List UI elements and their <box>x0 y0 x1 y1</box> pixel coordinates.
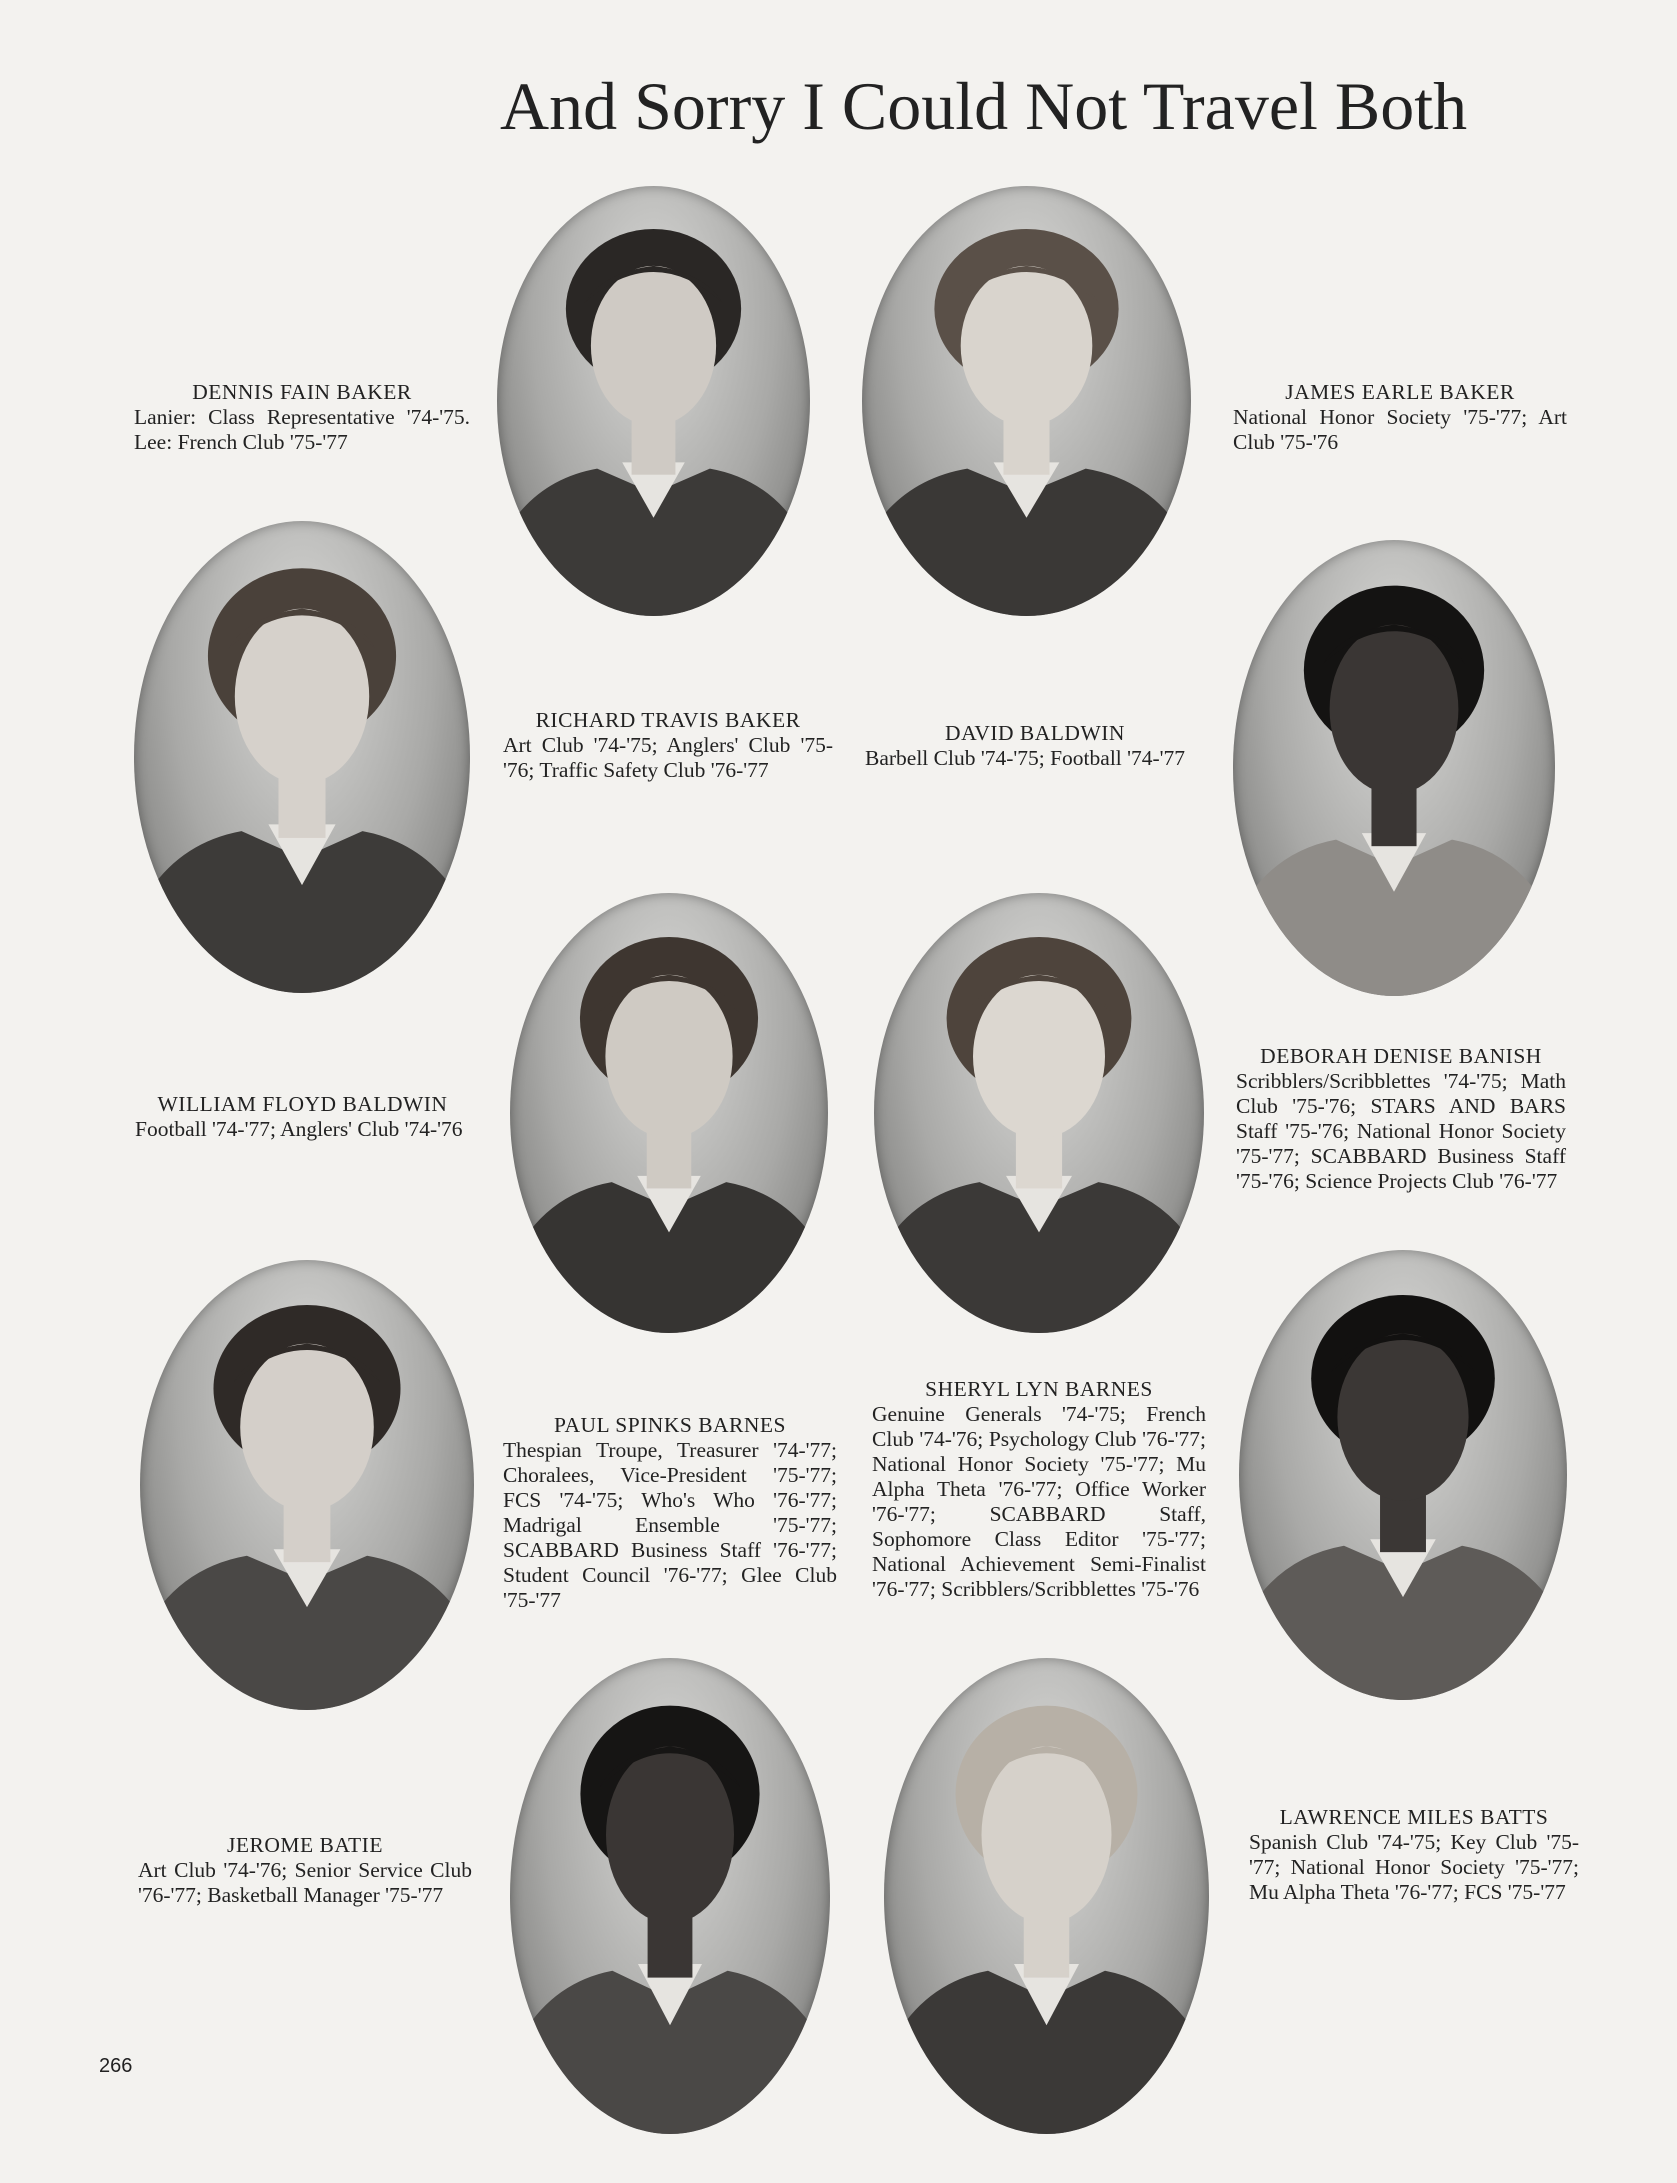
student-activities: Art Club '74-'75; Anglers' Club '75-'76; Traffic Safety Club '76-'77 <box>503 733 833 782</box>
page-title: And Sorry I Could Not Travel Both <box>500 68 1468 144</box>
portrait-sheryl-lyn-barnes <box>874 893 1204 1333</box>
portrait-deborah-denise-banish <box>1239 1250 1567 1700</box>
portrait-illustration <box>874 893 1204 1333</box>
student-activities: Thespian Troupe, Treasurer '74-'77; Choralees, Vice-President '75-'77; FCS '74-'75; Who's Who '76-'77; Madrigal Ensemble '75-'77; SCABBARD Business Staff '76-'77; Student Council '76-'77; Glee Club '75-'77 <box>503 1438 837 1612</box>
face <box>235 609 369 784</box>
student-activities: Lanier: Class Representative '74-'75. Lee: French Club '75-'77 <box>134 405 470 454</box>
face <box>973 975 1105 1138</box>
student-caption <box>1249 1805 1579 1905</box>
face <box>1337 1334 1468 1501</box>
portrait-lawrence-miles-batts <box>884 1658 1209 2134</box>
student-name: JAMES EARLE BAKER <box>1285 380 1515 404</box>
student-caption <box>872 1377 1206 1602</box>
face <box>605 975 732 1138</box>
student-name: WILLIAM FLOYD BALDWIN <box>157 1092 448 1116</box>
portrait-david-baldwin <box>862 186 1191 616</box>
student-caption <box>135 1092 470 1142</box>
student-caption <box>503 708 833 783</box>
page-number: 266 <box>99 2055 133 2077</box>
student-name: PAUL SPINKS BARNES <box>553 1413 787 1437</box>
student-name: SHERYL LYN BARNES <box>925 1377 1153 1401</box>
portrait-richard-travis-baker <box>497 186 810 616</box>
student-activities: Football '74-'77; Anglers' Club '74-'76 <box>135 1117 463 1141</box>
student-name: DEBORAH DENISE BANISH <box>1260 1044 1542 1068</box>
portrait-illustration <box>1233 540 1555 996</box>
student-activities: Genuine Generals '74-'75; French Club '74-'76; Psychology Club '76-'77; National Honor Society '75-'77; Mu Alpha Theta '76-'77; Office Worker '76-'77; SCABBARD Staff, Sophomore Class Editor '75-'77; National Achievement Semi-Finalist '76-'77; Scribblers/Scribblettes '75-'76 <box>872 1402 1206 1601</box>
student-name: DENNIS FAIN BAKER <box>192 380 412 404</box>
portrait-illustration <box>862 186 1191 616</box>
student-caption <box>1233 380 1567 455</box>
student-name: LAWRENCE MILES BATTS <box>1279 1805 1549 1829</box>
student-activities: National Honor Society '75-'77; Art Club '75-'76 <box>1233 405 1567 454</box>
portrait-illustration <box>510 1658 830 2134</box>
portrait-jerome-batie <box>510 1658 830 2134</box>
face <box>1330 625 1459 794</box>
portrait-illustration <box>140 1260 474 1710</box>
face <box>606 1746 734 1923</box>
student-activities: Barbell Club '74-'75; Football '74-'77 <box>865 746 1186 770</box>
student-caption <box>503 1413 837 1613</box>
portrait-illustration <box>884 1658 1209 2134</box>
portrait-paul-spinks-barnes <box>510 893 828 1333</box>
portrait-william-floyd-baldwin <box>140 1260 474 1710</box>
student-activities: Scribblers/Scribblettes '74-'75; Math Club '75-'76; STARS AND BARS Staff '75-'76; National Honor Society '75-'77; SCABBARD Business Staff '75-'76; Science Projects Club '76-'77 <box>1236 1069 1566 1193</box>
portrait-illustration <box>1239 1250 1567 1700</box>
student-name: JEROME BATIE <box>227 1833 383 1857</box>
student-activities: Spanish Club '74-'75; Key Club '75-'77; National Honor Society '75-'77; Mu Alpha Theta '76-'77; FCS '75-'77 <box>1249 1830 1579 1904</box>
portrait-illustration <box>497 186 810 616</box>
student-caption <box>1236 1044 1566 1194</box>
student-caption <box>138 1833 472 1908</box>
student-caption <box>865 721 1205 771</box>
face <box>591 266 716 426</box>
student-name: DAVID BALDWIN <box>945 721 1125 745</box>
portrait-dennis-fain-baker <box>134 521 470 993</box>
face <box>982 1746 1112 1923</box>
student-caption <box>134 380 470 455</box>
student-activities: Art Club '74-'76; Senior Service Club '76-'77; Basketball Manager '75-'77 <box>138 1858 472 1907</box>
portrait-james-earle-baker <box>1233 540 1555 996</box>
face <box>240 1344 374 1511</box>
face <box>961 266 1093 426</box>
student-name: RICHARD TRAVIS BAKER <box>535 708 801 732</box>
portrait-illustration <box>510 893 828 1333</box>
portrait-illustration <box>134 521 470 993</box>
